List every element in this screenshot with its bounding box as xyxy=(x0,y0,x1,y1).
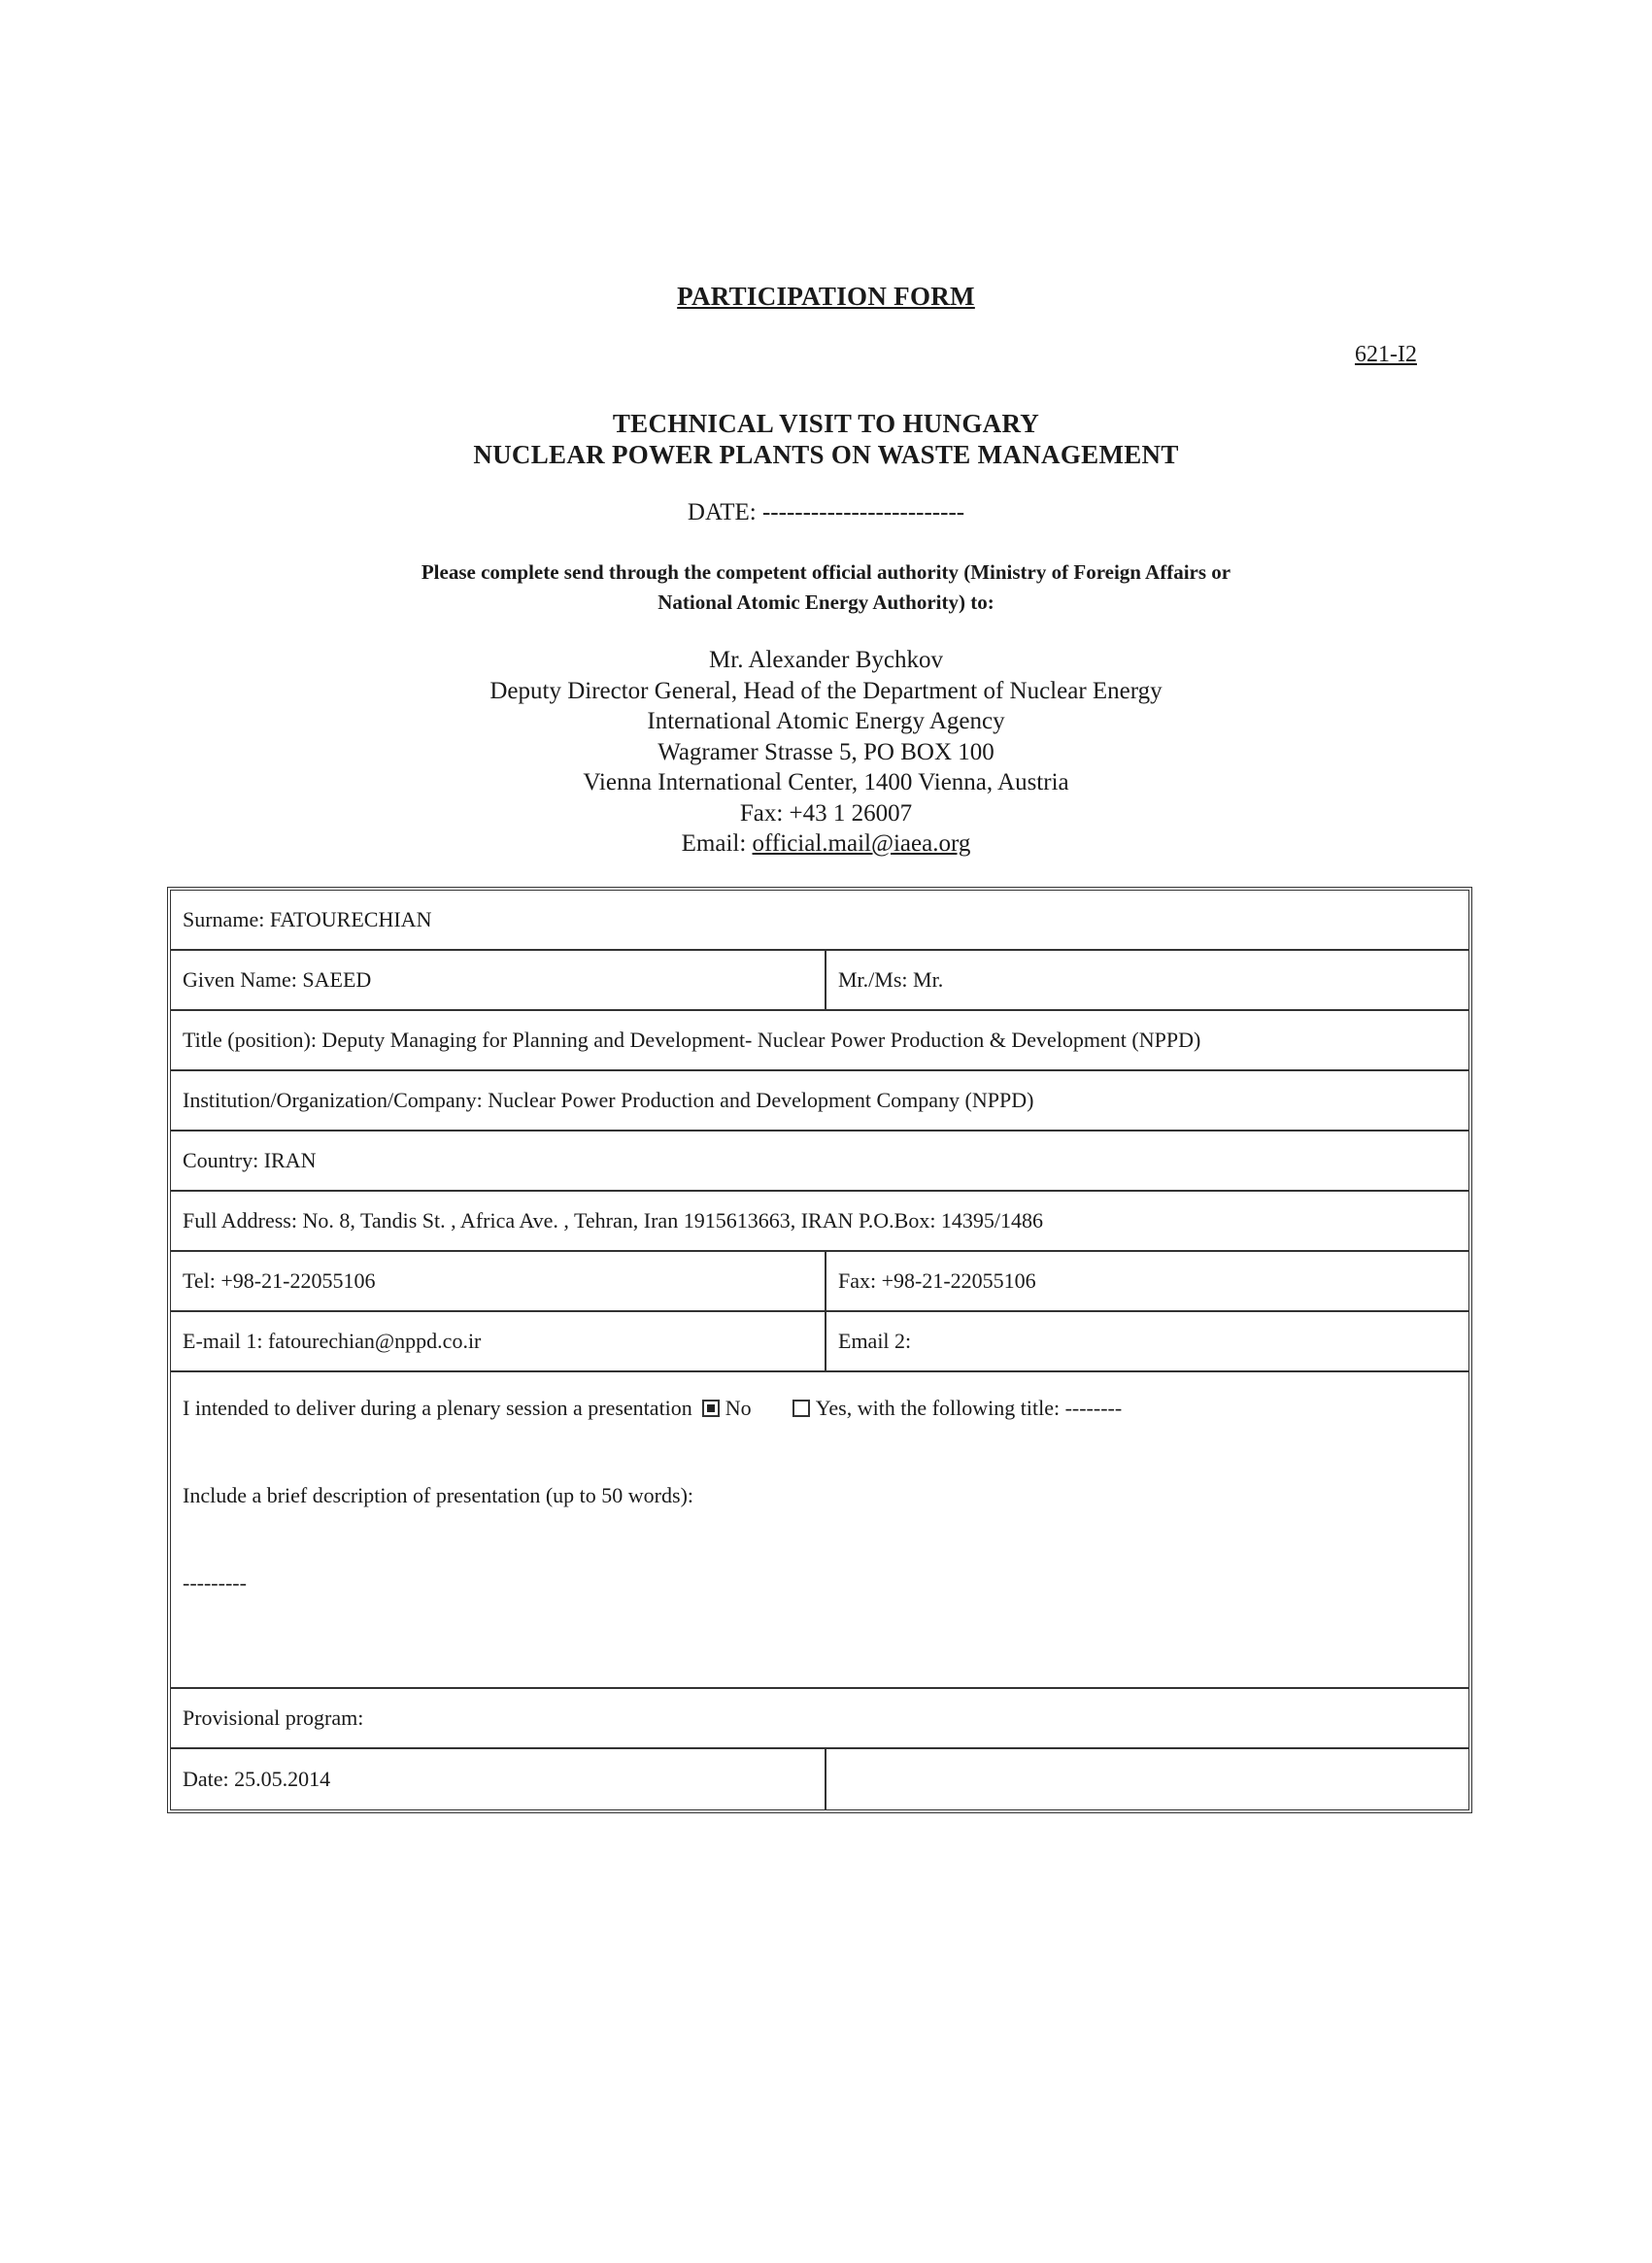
recipient-street: Wagramer Strasse 5, PO BOX 100 xyxy=(657,738,995,765)
form-title: PARTICIPATION FORM xyxy=(677,282,975,311)
full-address-field[interactable]: Full Address: No. 8, Tandis St. , Africa Ave. , Tehran, Iran 1915613663, IRAN P.O.Box: 14395/1486 xyxy=(183,1208,1044,1233)
country-field[interactable]: Country: IRAN xyxy=(183,1148,317,1172)
event-title-line-2: NUCLEAR POWER PLANTS ON WASTE MANAGEMENT xyxy=(473,440,1179,469)
title-position-field[interactable]: Title (position): Deputy Managing for Planning and Development- Nuclear Power Production & Development (NPPD) xyxy=(183,1028,1201,1052)
given-name-field[interactable]: Given Name: SAEED xyxy=(171,951,826,1009)
description-field[interactable]: --------- xyxy=(183,1571,247,1595)
fax-field[interactable]: Fax: +98-21-22055106 xyxy=(838,1268,1036,1293)
reference-number: 621-I2 xyxy=(1355,342,1417,367)
given-name-row xyxy=(171,951,1468,1011)
instruction-line-1: Please complete send through the competent official authority (Ministry of Foreign Affairs or xyxy=(421,560,1231,584)
provisional-program-row xyxy=(171,1689,1468,1749)
institution-field[interactable]: Institution/Organization/Company: Nuclear Power Production and Development Company (NPPD) xyxy=(183,1088,1034,1112)
yes-presentation-checkbox[interactable] xyxy=(792,1400,810,1417)
tel-field[interactable]: Tel: +98-21-22055106 xyxy=(171,1252,826,1310)
date-field[interactable]: Date: 25.05.2014 xyxy=(171,1749,826,1809)
country-row xyxy=(171,1132,1468,1192)
event-date-line: DATE: ------------------------- xyxy=(687,499,965,525)
phone-row xyxy=(171,1252,1468,1312)
provisional-program-field[interactable]: Provisional program: xyxy=(183,1706,364,1730)
presentation-section xyxy=(171,1372,1468,1689)
recipient-name: Mr. Alexander Bychkov xyxy=(709,647,943,673)
email-2-field[interactable]: Email 2: xyxy=(838,1329,912,1353)
instruction-text xyxy=(0,557,1652,618)
recipient-email-line xyxy=(0,828,1652,860)
event-title xyxy=(0,408,1652,470)
recipient-city: Vienna International Center, 1400 Vienna, Austria xyxy=(583,769,1069,795)
recipient-position: Deputy Director General, Head of the Department of Nuclear Energy xyxy=(489,677,1163,704)
recipient-email-link[interactable]: official.mail@iaea.org xyxy=(752,830,971,857)
presentation-question-line xyxy=(183,1396,1122,1421)
email-1-field[interactable]: E-mail 1: fatourechian@nppd.co.ir xyxy=(171,1312,826,1370)
no-option-label: No xyxy=(725,1396,752,1420)
recipient-fax: Fax: +43 1 26007 xyxy=(739,799,913,827)
surname-row xyxy=(171,891,1468,951)
surname-field[interactable]: Surname: FATOURECHIAN xyxy=(183,907,432,931)
recipient-organization: International Atomic Energy Agency xyxy=(647,708,1005,734)
participant-details-table xyxy=(167,887,1472,1813)
signature-field[interactable] xyxy=(826,1749,1468,1809)
event-title-line-1: TECHNICAL VISIT TO HUNGARY xyxy=(612,409,1040,438)
email-row xyxy=(171,1312,1468,1372)
presentation-question: I intended to deliver during a plenary session a presentation xyxy=(183,1396,692,1420)
description-prompt: Include a brief description of presentation (up to 50 words): xyxy=(183,1483,694,1507)
yes-option-label: Yes, with the following title: -------- xyxy=(815,1396,1123,1420)
full-address-row xyxy=(171,1192,1468,1252)
title-position-row xyxy=(171,1011,1468,1071)
salutation-field[interactable]: Mr./Ms: Mr. xyxy=(838,967,944,992)
recipient-address xyxy=(0,645,1652,860)
instruction-line-2: National Atomic Energy Authority) to: xyxy=(657,591,995,614)
institution-row xyxy=(171,1071,1468,1132)
recipient-email-label: Email: xyxy=(681,830,753,857)
no-presentation-checkbox[interactable] xyxy=(702,1400,720,1417)
date-row xyxy=(171,1749,1468,1809)
